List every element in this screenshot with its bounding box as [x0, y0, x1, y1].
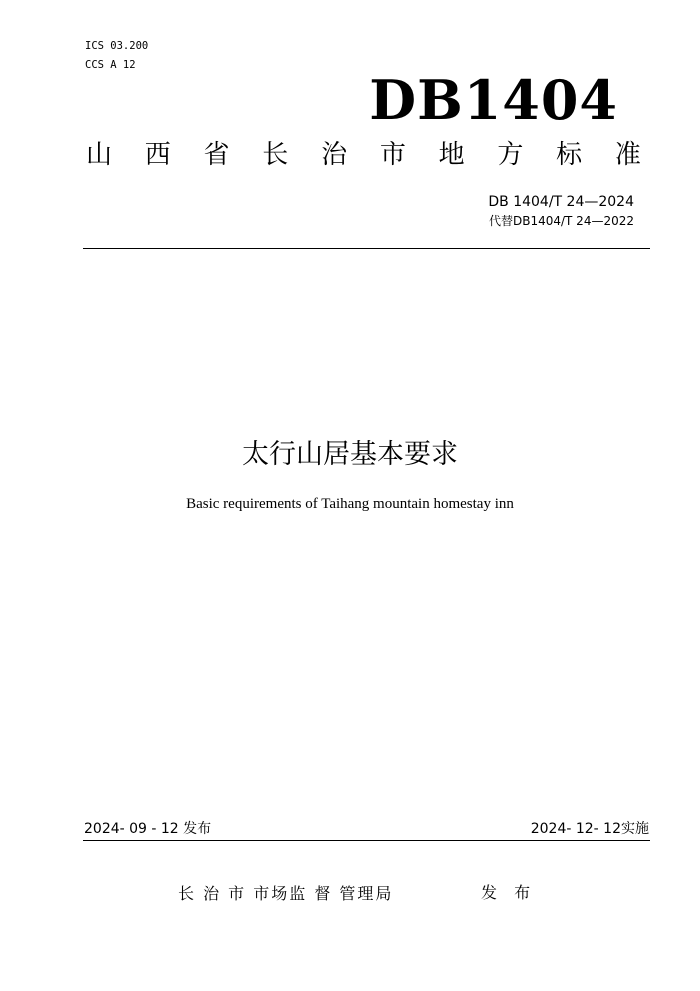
standard-type-char: 市	[379, 140, 406, 170]
standard-type-char: 省	[203, 140, 230, 170]
publish-label: 发 布	[481, 883, 537, 902]
document-title-english: Basic requirements of Taihang mountain homestay inn	[186, 496, 514, 512]
bottom-divider	[83, 840, 650, 841]
top-divider	[83, 248, 650, 249]
standard-type-char: 山	[86, 140, 113, 170]
issuing-authority: 长 治 市 市场监 督 管理局	[178, 884, 394, 903]
standard-type-char: 方	[497, 140, 524, 170]
implementation-date: 2024- 12- 12实施	[530, 821, 649, 837]
standard-type-char: 地	[438, 140, 465, 170]
standard-type-char: 准	[614, 140, 641, 170]
standard-code-mark: DB1404	[369, 68, 618, 132]
standard-type-char: 西	[144, 140, 171, 170]
standard-type-char: 长	[262, 140, 289, 170]
ics-code: ICS 03.200	[85, 40, 149, 52]
replaces-standard: 代替DB1404/T 24—2022	[488, 214, 634, 228]
standard-number: DB 1404/T 24—2024	[488, 194, 634, 210]
classification-codes	[85, 37, 148, 75]
standard-type-heading	[86, 137, 641, 173]
standard-type-char: 标	[556, 140, 583, 170]
issue-date: 2024- 09 - 12 发布	[84, 821, 212, 837]
document-title-chinese: 太行山居基本要求	[242, 439, 458, 470]
standard-type-char: 治	[321, 140, 348, 170]
ccs-code: CCS A 12	[85, 59, 136, 71]
